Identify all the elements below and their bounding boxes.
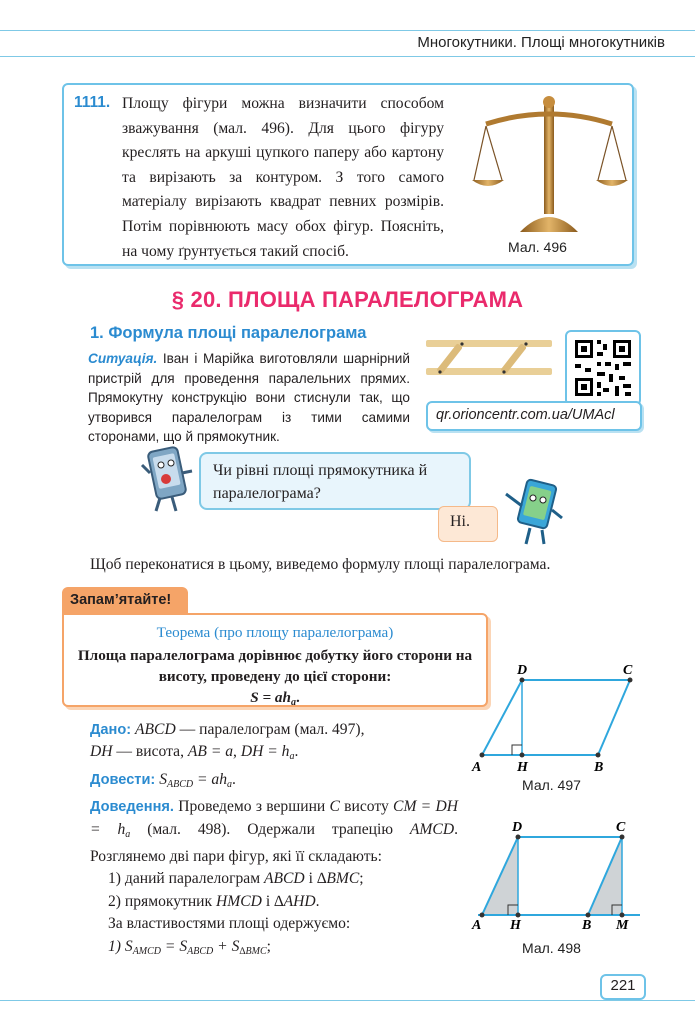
figure-498-caption: Мал. 498 — [522, 940, 581, 956]
page-number: 221 — [610, 977, 636, 994]
header-top-rule — [0, 30, 695, 31]
label-B: B — [582, 918, 592, 933]
label-H: H — [517, 760, 528, 775]
proof-equation-1: 1) $S_{AMCD} = S_{ABCD} + S_{\Delta BMC}$; — [108, 937, 271, 957]
hinge-device-image — [424, 332, 554, 384]
theorem-word: Теорема — [156, 624, 211, 641]
theorem-subtitle: (про площу паралелограма) — [210, 624, 394, 641]
theorem-text: Площа паралелограма дорівнює добутку його сторони на висоту, проведену до цієї сторони: — [77, 647, 473, 685]
theorem-formula: $S = ah_a$. — [250, 689, 300, 708]
exercise-text: Площу фігури можна визначити способом зважування (мал. 496). Для цього фігуру креслять на аркуші цупкого паперу або картону та вирізають за контуром. З того самого матеріалу вирізають квадрат певних розмірів. Потім порівнюють масу обох фігур. Поясніть, на чому ґрунтується такий спосіб. — [122, 95, 444, 260]
header-bottom-rule — [0, 56, 695, 57]
remember-label: Запам’ятайте! — [70, 592, 172, 608]
label-H: H — [510, 918, 521, 933]
figure-497-parallelogram — [470, 660, 645, 775]
running-header: Многокутники. Площі многокутників — [417, 34, 665, 51]
theorem-statement — [72, 645, 478, 713]
section-title: § 20. ПЛОЩА ПАРАЛЕЛОГРАМА — [171, 287, 524, 312]
situation-paragraph — [88, 349, 410, 447]
theorem-title — [62, 624, 488, 642]
label-B: B — [594, 760, 604, 775]
proof-properties-line: За властивостями площі одержуємо: — [108, 915, 351, 933]
proof-paragraph: Доведення. Проведемо з вершини C висоту CM = DH = $h_a$ (мал. 498). Одержали трапецію AMCD. Розглянемо дві пари фігур, які її складають: — [90, 798, 458, 866]
situation-label: Ситуація. — [88, 351, 158, 366]
subsection-title: 1. Формула площі паралелограма — [90, 324, 367, 342]
qr-url-link[interactable]: qr.orioncentr.com.ua/UMAcl — [436, 407, 615, 423]
label-M: M — [616, 918, 629, 933]
label-D: D — [517, 663, 528, 678]
figure-498-trapezoid — [470, 815, 645, 935]
given-line: Дано: ABCD — паралелограм (мал. 497), — [90, 721, 365, 738]
situation-text: Іван і Марійка виготовляли шарнірний пристрій для проведення паралельних прямих. Прямокутну конструкцію вони стиснули так, що утворився паралелограм із тими самими сторонами, що й прямокутник. — [88, 351, 410, 445]
balance-scale-image — [470, 90, 630, 235]
qr-code[interactable] — [565, 330, 641, 406]
robot-phone-character-icon — [140, 443, 196, 513]
label-C: C — [623, 663, 633, 678]
label-C: C — [616, 820, 626, 835]
prove-line: Довести: $S_{ABCD} = ah_a$. — [90, 770, 236, 790]
proof-item-1: 1) даний паралелограм ABCD і ∆BMC; — [108, 870, 364, 888]
dialog-question: Чи рівні площі прямокутника й паралелограма? — [213, 462, 428, 502]
footer-rule — [0, 1000, 695, 1001]
proof-block — [90, 719, 458, 963]
intro-sentence: Щоб переконатися в цьому, виведемо формулу площі паралелограма. — [90, 556, 551, 573]
figure-497-caption: Мал. 497 — [522, 777, 581, 793]
exercise-number: 1111. — [74, 94, 111, 111]
dialog-answer: Ні. — [450, 513, 470, 530]
proof-item-2: 2) прямокутник HMCD і ∆AHD. — [108, 892, 320, 910]
figure-496-caption: Мал. 496 — [508, 239, 567, 255]
given-line-2: DH — висота, AB = a, DH = $h_a$. — [90, 743, 299, 763]
qr-code-icon — [567, 332, 639, 404]
label-A: A — [472, 918, 482, 933]
label-A: A — [472, 760, 482, 775]
label-D: D — [512, 820, 523, 835]
robot-tablet-character-icon — [500, 478, 566, 546]
